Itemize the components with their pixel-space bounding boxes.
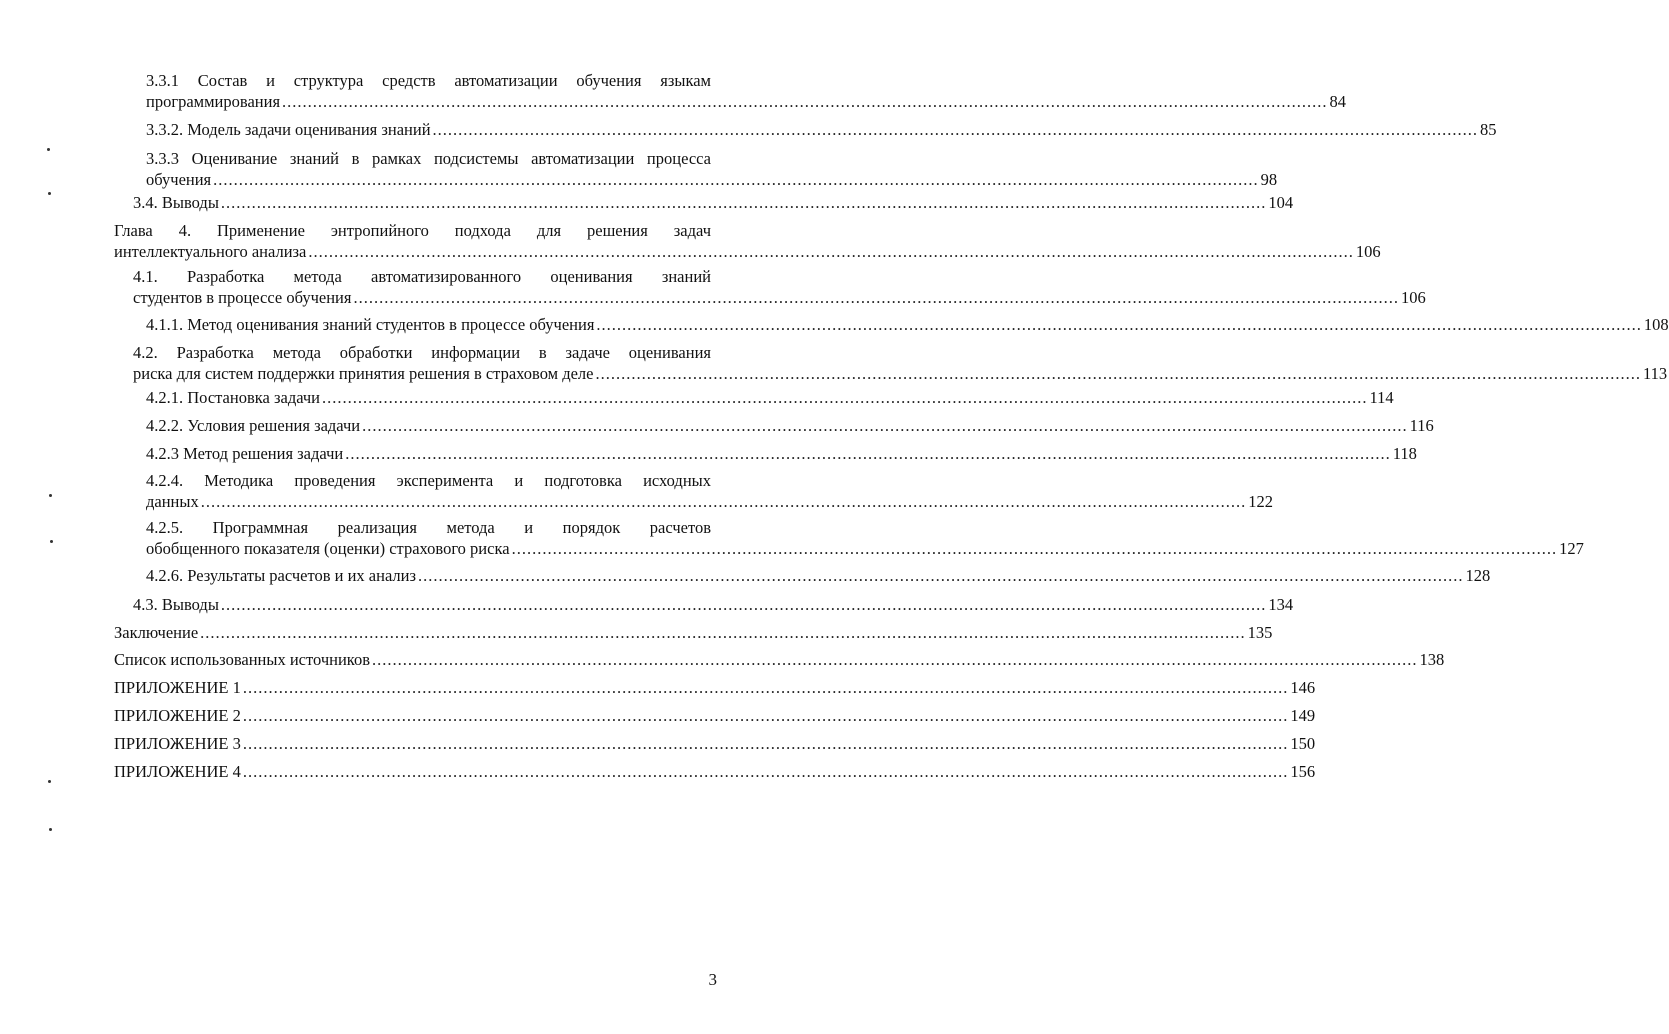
toc-entry <box>114 705 1316 726</box>
toc-entry-text: интеллектуального анализа <box>114 242 307 261</box>
toc-entry-text: 3.3.1 Состав и структура средств автоматизации обучения языкам <box>146 71 711 90</box>
toc-entry-text: Список использованных источников <box>114 650 370 669</box>
toc-entry <box>114 622 1273 643</box>
toc-entry-text: студентов в процессе обучения <box>133 288 352 307</box>
toc-page-number: 150 <box>1290 734 1316 753</box>
toc-page-number: 106 <box>1400 288 1426 307</box>
leader-dots: ............................................................................................................................................................................................................ <box>345 444 1391 463</box>
toc-page-number: 118 <box>1392 444 1417 463</box>
toc-entry <box>114 649 1445 670</box>
leader-dots: ............................................................................................................................................................................................................ <box>220 193 1267 212</box>
toc-entry-text: ПРИЛОЖЕНИЕ 2 <box>114 706 241 725</box>
toc-page-number: 98 <box>1260 170 1278 189</box>
leader-dots: ............................................................................................................................................................................................................ <box>511 539 1558 558</box>
toc-page-number: 108 <box>1643 315 1669 334</box>
toc-entry-text: 4.2.5. Программная реализация метода и порядок расчетов <box>146 518 711 537</box>
toc-page-number: 116 <box>1409 416 1434 435</box>
toc-entry-text: 4.3. Выводы <box>133 595 219 614</box>
toc-entry <box>114 761 1316 782</box>
leader-dots: ............................................................................................................................................................................................................ <box>418 566 1464 585</box>
scan-speck <box>50 540 53 543</box>
toc-entry <box>133 342 1668 384</box>
leader-dots: ............................................................................................................................................................................................................ <box>213 170 1259 189</box>
toc-entry-text: Заключение <box>114 623 199 642</box>
toc-entry-text: программирования <box>146 92 281 111</box>
toc-entry-text: 4.2.4. Методика проведения эксперимента и подготовка исходных <box>146 471 711 490</box>
toc-page-number: 114 <box>1369 388 1394 407</box>
toc-entry <box>146 70 1347 112</box>
toc-entry-text: Глава 4. Применение энтропийного подхода для решения задач <box>114 221 711 240</box>
toc-page-number: 104 <box>1268 193 1294 212</box>
toc-page-number: 127 <box>1559 539 1584 558</box>
toc-entry-text: ПРИЛОЖЕНИЕ 3 <box>114 734 241 753</box>
toc-entry <box>146 119 1497 140</box>
toc-entry <box>146 415 1434 436</box>
toc-entry <box>114 733 1316 754</box>
leader-dots: ............................................................................................................................................................................................................ <box>242 762 1289 781</box>
toc-page-number: 135 <box>1247 623 1273 642</box>
toc-entry <box>146 387 1394 408</box>
toc-page-number: 134 <box>1268 595 1294 614</box>
toc-entry-text: ПРИЛОЖЕНИЕ 1 <box>114 678 241 697</box>
toc-entry-text: 4.2. Разработка метода обработки информации в задаче оценивания <box>133 343 711 362</box>
toc-page-number: 85 <box>1480 120 1497 139</box>
scan-speck <box>49 494 52 497</box>
toc-page-number: 149 <box>1290 706 1316 725</box>
toc-entry-text: 4.2.6. Результаты расчетов и их анализ <box>146 566 417 585</box>
leader-dots: ............................................................................................................................................................................................................ <box>308 242 1354 261</box>
toc-page-number: 156 <box>1290 762 1316 781</box>
leader-dots: ............................................................................................................................................................................................................ <box>200 492 1247 511</box>
toc-page-number: 113 <box>1643 364 1668 383</box>
leader-dots: ............................................................................................................................................................................................................ <box>595 364 1641 383</box>
toc-entry <box>133 594 1294 615</box>
leader-dots: ............................................................................................................................................................................................................ <box>432 120 1479 139</box>
toc-page-number: 106 <box>1355 242 1381 261</box>
leader-dots: ............................................................................................................................................................................................................ <box>362 416 1408 435</box>
leader-dots: ............................................................................................................................................................................................................ <box>242 678 1289 697</box>
toc-entry-text: риска для систем поддержки принятия решения в страховом деле <box>133 364 594 383</box>
leader-dots: ............................................................................................................................................................................................................ <box>322 388 1368 407</box>
toc-entry-text: 4.2.1. Постановка задачи <box>146 388 320 407</box>
leader-dots: ............................................................................................................................................................................................................ <box>282 92 1328 111</box>
toc-entry <box>114 677 1316 698</box>
page-number: 3 <box>708 970 717 989</box>
toc-entry <box>146 443 1417 464</box>
toc-entry <box>146 565 1491 586</box>
scan-speck <box>48 780 51 783</box>
toc-entry <box>146 470 1273 512</box>
toc-entry <box>133 266 1426 308</box>
toc-entry-text: обобщенного показателя (оценки) страхового риска <box>146 539 510 558</box>
toc-page-number: 84 <box>1329 92 1347 111</box>
toc-entry-text: 3.3.2. Модель задачи оценивания знаний <box>146 120 431 139</box>
leader-dots: ............................................................................................................................................................................................................ <box>200 623 1246 642</box>
leader-dots: ............................................................................................................................................................................................................ <box>372 650 1418 669</box>
toc-page-number: 128 <box>1465 566 1491 585</box>
scan-speck <box>49 828 52 831</box>
toc-entry-text: данных <box>146 492 199 511</box>
toc-page-number: 122 <box>1248 492 1273 511</box>
toc-entry <box>146 148 1278 190</box>
toc-entry-text: обучения <box>146 170 212 189</box>
toc-entry-text: 4.1. Разработка метода автоматизированного оценивания знаний <box>133 267 711 286</box>
toc-entry-text: 3.3.3 Оценивание знаний в рамках подсистемы автоматизации процесса <box>146 149 711 168</box>
toc-entry <box>133 192 1294 213</box>
toc-entry-text: ПРИЛОЖЕНИЕ 4 <box>114 762 241 781</box>
toc-entry-text: 4.2.2. Условия решения задачи <box>146 416 361 435</box>
leader-dots: ............................................................................................................................................................................................................ <box>353 288 1399 307</box>
leader-dots: ............................................................................................................................................................................................................ <box>242 706 1289 725</box>
toc-entry <box>146 314 1669 335</box>
leader-dots: ............................................................................................................................................................................................................ <box>596 315 1642 334</box>
leader-dots: ............................................................................................................................................................................................................ <box>220 595 1267 614</box>
toc-entry <box>146 517 1584 559</box>
leader-dots: ............................................................................................................................................................................................................ <box>242 734 1289 753</box>
toc-entry-text: 4.1.1. Метод оценивания знаний студентов в процессе обучения <box>146 315 595 334</box>
toc-entry <box>114 220 1381 262</box>
toc-page-number: 146 <box>1290 678 1316 697</box>
scan-speck <box>47 148 50 151</box>
toc-page-number: 138 <box>1419 650 1445 669</box>
toc-entry-text: 3.4. Выводы <box>133 193 219 212</box>
toc-entry-text: 4.2.3 Метод решения задачи <box>146 444 344 463</box>
scan-speck <box>48 192 51 195</box>
